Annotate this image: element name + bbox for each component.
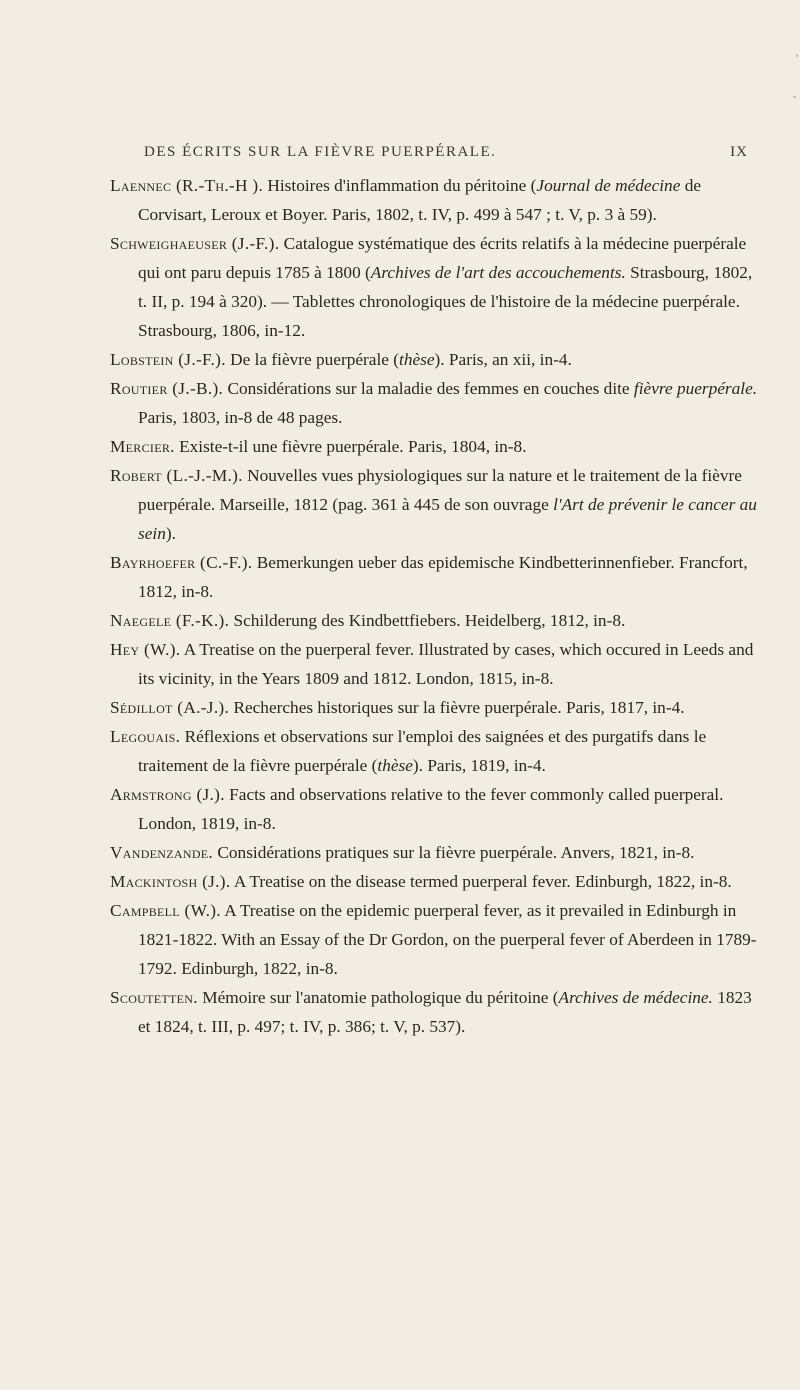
entry-italic-title: thèse [377, 756, 413, 775]
entry-author: Mercier. [110, 437, 175, 456]
entry-text: A Treatise on the epidemic puerperal fever, as it prevailed in Edinburgh in 1821-1822. With an Essay of the Dr Gordon, on the puerperal fever of Aberdeen in 1789-1792. Edinburgh, 1822, in-8. [138, 901, 757, 978]
bibliography-entry [110, 606, 760, 635]
bibliography-entry [110, 461, 760, 548]
entry-text: Nouvelles vues physiologiques sur la nature et le traitement de la fièvre puerpérale. Marseille, 1812 (pag. 361 à 445 de son ouvrage [138, 466, 742, 514]
entry-text: Considérations sur la maladie des femmes en couches dite [223, 379, 634, 398]
entry-text: Considérations pratiques sur la fièvre puerpérale. Anvers, 1821, in-8. [213, 843, 695, 862]
bibliography-entry [110, 635, 760, 693]
entry-italic-title: Archives de l'art des accouchements. [370, 263, 626, 282]
entry-text: 1823 et 1824, t. III, p. 497; t. IV, p. 386; t. V, p. 537). [138, 988, 752, 1036]
bibliography-entry [110, 171, 760, 229]
entry-author: Naegele (F.-K.). [110, 611, 230, 630]
entry-author: Bayrhoefer (C.-F.). [110, 553, 253, 572]
entry-text: A Treatise on the disease termed puerperal fever. Edinburgh, 1822, in-8. [230, 872, 732, 891]
entry-text: A Treatise on the puerperal fever. Illustrated by cases, which occured in Leeds and its vicinity, in the Years 1809 and 1812. London, 1815, in-8. [138, 640, 754, 688]
entry-text: Strasbourg, 1802, t. II, p. 194 à 320). — Tablettes chronologiques de l'histoire de la médecine puerpérale. Strasbourg, 1806, in-12. [138, 263, 753, 340]
running-title: DES ÉCRITS SUR LA FIÈVRE PUERPÉRALE. [144, 144, 497, 160]
bibliography-entry [110, 229, 760, 345]
entry-author: Robert (L.-J.-M.). [110, 466, 243, 485]
entry-author: Laennec (R.-Th.-H ). [110, 176, 264, 195]
bibliography-entry [110, 896, 760, 983]
bibliography-entry [110, 722, 760, 780]
entry-italic-title: l'Art de prévenir le cancer au sein [138, 495, 757, 543]
entry-text: Mémoire sur l'anatomie pathologique du péritoine ( [197, 988, 559, 1007]
entry-author: Hey (W.). [110, 640, 181, 659]
bibliography-entry [110, 548, 760, 606]
entry-text: Existe-t-il une fièvre puerpérale. Paris, 1804, in-8. [174, 437, 527, 456]
entry-text: De la fièvre puerpérale ( [225, 350, 400, 369]
page-speck [796, 54, 798, 57]
entry-italic-title: fièvre puerpérale. [633, 379, 758, 398]
entry-author: Armstrong (J.). [110, 785, 225, 804]
entry-author: Scoutetten. [110, 988, 198, 1007]
page-speck [793, 96, 796, 98]
entry-author: Legouais. [110, 727, 181, 746]
entry-text: de Corvisart, Leroux et Boyer. Paris, 1802, t. IV, p. 499 à 547 ; t. V, p. 3 à 59). [138, 176, 702, 224]
bibliography-entry [110, 867, 760, 896]
entry-author: Routier (J.-B.). [110, 379, 224, 398]
bibliography-list [110, 171, 760, 1041]
entry-text: Paris, 1803, in-8 de 48 pages. [138, 408, 343, 427]
entry-author: Lobstein (J.-F.). [110, 350, 226, 369]
entry-author: Schweighaeuser (J.-F.). [110, 234, 280, 253]
entry-italic-title: thèse [399, 350, 435, 369]
entry-author: Vandenzande. [110, 843, 214, 862]
entry-author: Mackintosh (J.). [110, 872, 231, 891]
bibliography-entry [110, 838, 760, 867]
bibliography-entry [110, 345, 760, 374]
entry-text: ). Paris, 1819, in-4. [412, 756, 546, 775]
page-header [120, 144, 760, 170]
entry-text: ). Paris, an xii, in-4. [434, 350, 572, 369]
entry-text: Schilderung des Kindbettfiebers. Heidelberg, 1812, in-8. [229, 611, 626, 630]
entry-author: Sédillot (A.-J.). [110, 698, 230, 717]
entry-italic-title: Archives de médecine. [558, 988, 713, 1007]
entry-text: Catalogue systématique des écrits relatifs à la médecine puerpérale qui ont paru depuis 1785 à 1800 ( [138, 234, 747, 282]
entry-text: Bemerkungen ueber das epidemische Kindbetterinnenfieber. Francfort, 1812, in-8. [138, 553, 748, 601]
bibliography-entry [110, 983, 760, 1041]
entry-text: Histoires d'inflammation du péritoine ( [263, 176, 537, 195]
bibliography-entry [110, 374, 760, 432]
entry-text: ). [165, 524, 176, 543]
entry-author: Campbell (W.). [110, 901, 221, 920]
entry-text: Recherches historiques sur la fièvre puerpérale. Paris, 1817, in-4. [229, 698, 685, 717]
entry-text: Facts and observations relative to the fever commonly called puerperal. London, 1819, in-8. [138, 785, 724, 833]
bibliography-entry [110, 780, 760, 838]
bibliography-entry [110, 432, 760, 461]
entry-italic-title: Journal de médecine [536, 176, 681, 195]
entry-text: Réflexions et observations sur l'emploi des saignées et des purgatifs dans le traitement de la fièvre puerpérale ( [138, 727, 707, 775]
page-number: IX [730, 144, 748, 160]
bibliography-entry [110, 693, 760, 722]
